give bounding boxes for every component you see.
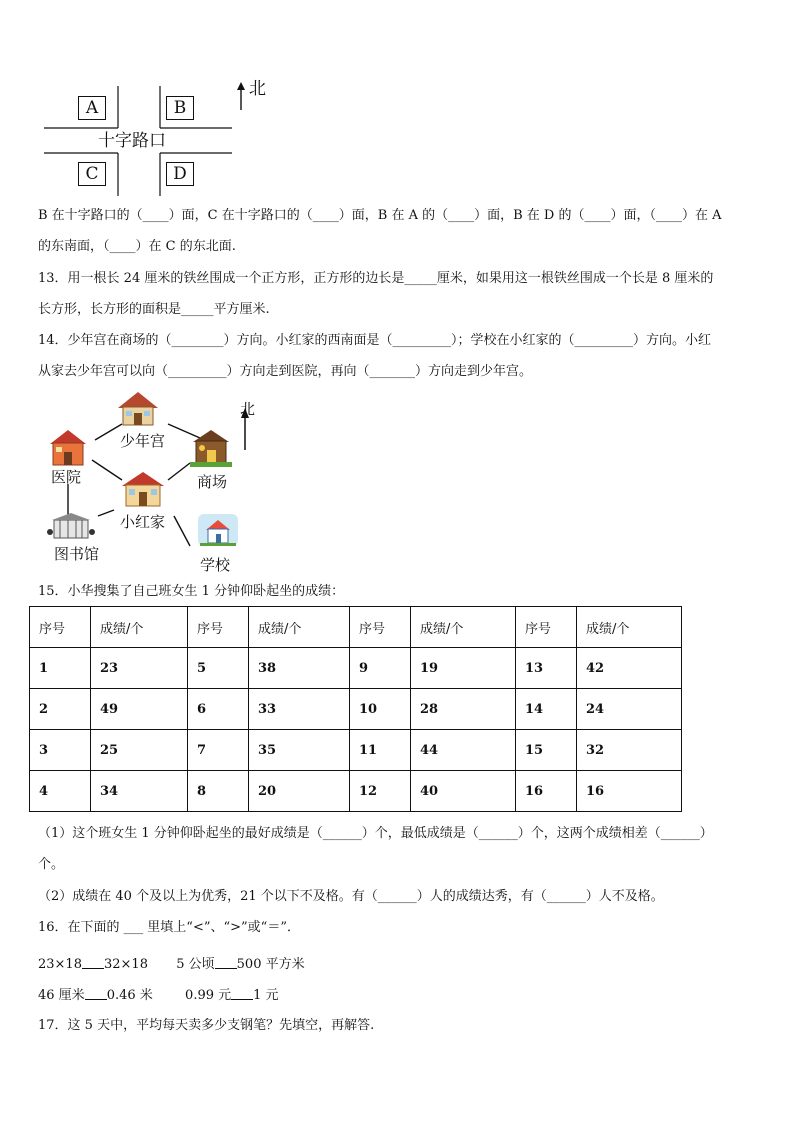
table-cell: 32: [577, 730, 682, 771]
answer-blank[interactable]: [215, 956, 237, 969]
table-cell: 49: [91, 689, 188, 730]
home-label: 小红家: [120, 513, 166, 531]
table-cell: 20: [249, 771, 350, 812]
compare-right: 500 平方米: [236, 957, 305, 972]
box-c: C: [78, 162, 106, 186]
q15-sub1-line-1: （1）这个班女生 1 分钟仰卧起坐的最好成绩是（______）个，最低成绩是（______）个，这两个成绩相差（______）: [38, 826, 713, 841]
answer-blank[interactable]: [231, 987, 253, 1000]
table-cell: 14: [516, 689, 577, 730]
table-cell: 4: [30, 771, 91, 812]
table-cell: 10: [350, 689, 411, 730]
table-cell: 3: [30, 730, 91, 771]
crossroads-label: 十字路口: [98, 131, 166, 151]
table-cell: 11: [350, 730, 411, 771]
table-row: [30, 771, 682, 812]
compare-left: 46 厘米: [38, 988, 85, 1003]
table-cell: 16: [516, 771, 577, 812]
compare-left: 5 公顷: [176, 957, 215, 972]
table-cell: 34: [91, 771, 188, 812]
header-cell: 成绩/个: [91, 607, 188, 648]
table-header-row: [30, 607, 682, 648]
library-icon: [46, 512, 96, 542]
table-cell: 33: [249, 689, 350, 730]
table-cell: 1: [30, 648, 91, 689]
table-cell: 40: [411, 771, 516, 812]
header-cell: 序号: [516, 607, 577, 648]
header-cell: 成绩/个: [249, 607, 350, 648]
table-cell: 23: [91, 648, 188, 689]
hospital-label: 医院: [51, 468, 82, 486]
home-icon: [120, 470, 166, 508]
table-row: [30, 689, 682, 730]
table-cell: 6: [188, 689, 249, 730]
answer-blank[interactable]: [85, 987, 107, 1000]
crossroads-north-label: 北: [249, 79, 266, 99]
box-a: A: [78, 96, 106, 120]
table-cell: 5: [188, 648, 249, 689]
table-cell: 19: [411, 648, 516, 689]
q16-row-1: [38, 956, 305, 973]
youth-palace-label: 少年宫: [120, 432, 166, 450]
table-cell: 15: [516, 730, 577, 771]
table-cell: 9: [350, 648, 411, 689]
table-cell: 44: [411, 730, 516, 771]
compare-left: 23×18: [38, 957, 82, 972]
header-cell: 成绩/个: [577, 607, 682, 648]
table-cell: 2: [30, 689, 91, 730]
library-label: 图书馆: [54, 545, 100, 563]
q14-line-2: 从家去少年宫可以向（_________）方向走到医院，再向（_______）方向走到少年宫。: [38, 364, 533, 379]
youth-palace-icon: [116, 390, 160, 426]
q12-line-2: 的东南面，（____）在 C 的东北面.: [38, 239, 236, 254]
mall-label: 商场: [197, 473, 228, 491]
scores-table: [29, 606, 682, 812]
places-map: [40, 388, 280, 578]
table-cell: 7: [188, 730, 249, 771]
compare-right: 32×18: [103, 957, 148, 972]
mall-icon: [190, 428, 232, 468]
school-icon: [196, 512, 240, 548]
table-cell: 42: [577, 648, 682, 689]
table-row: [30, 730, 682, 771]
q15-sub1-line-2: 个。: [38, 857, 65, 872]
q14-line-1: 14．少年宫在商场的（________）方向。小红家的西南面是（_________）；学校在小红家的（_________）方向。小红: [38, 333, 712, 348]
q16-row-2: [38, 987, 279, 1004]
school-label: 学校: [200, 556, 231, 574]
header-cell: 序号: [30, 607, 91, 648]
table-cell: 35: [249, 730, 350, 771]
table-cell: 13: [516, 648, 577, 689]
header-cell: 成绩/个: [411, 607, 516, 648]
q15-sub2: （2）成绩在 40 个及以上为优秀，21 个以下不及格。有（______）人的成绩达秀，有（______）人不及格。: [38, 889, 664, 904]
table-row: [30, 648, 682, 689]
table-cell: 38: [249, 648, 350, 689]
crossroads-diagram: [40, 80, 280, 200]
header-cell: 序号: [350, 607, 411, 648]
table-cell: 12: [350, 771, 411, 812]
table-cell: 25: [91, 730, 188, 771]
table-cell: 8: [188, 771, 249, 812]
compare-right: 1 元: [253, 988, 279, 1003]
box-b: B: [166, 96, 194, 120]
answer-blank[interactable]: [82, 956, 104, 969]
table-cell: 24: [577, 689, 682, 730]
compare-right: 0.46 米: [106, 988, 153, 1003]
hospital-icon: [48, 428, 88, 466]
compare-left: 0.99 元: [185, 988, 232, 1003]
q17-text: 17．这 5 天中，平均每天卖多少支钢笔？先填空，再解答.: [38, 1018, 375, 1033]
q12-line-1: B 在十字路口的（____）面，C 在十字路口的（____）面，B 在 A 的（____）面，B 在 D 的（____）面，（____）在 A: [38, 208, 722, 223]
q16-title: 16．在下面的 ___ 里填上“<”、“>”或“＝”．: [38, 920, 300, 935]
q13-line-1: 13．用一根长 24 厘米的铁丝围成一个正方形，正方形的边长是_____厘米，如果用这一根铁丝围成一个长是 8 厘米的: [38, 271, 714, 286]
q15-intro: 15．小华搜集了自己班女生 1 分钟仰卧起坐的成绩：: [38, 584, 345, 599]
header-cell: 序号: [188, 607, 249, 648]
map-north-label: 北: [240, 400, 256, 418]
box-d: D: [166, 162, 194, 186]
table-cell: 16: [577, 771, 682, 812]
table-cell: 28: [411, 689, 516, 730]
q13-line-2: 长方形，长方形的面积是_____平方厘米.: [38, 302, 270, 317]
